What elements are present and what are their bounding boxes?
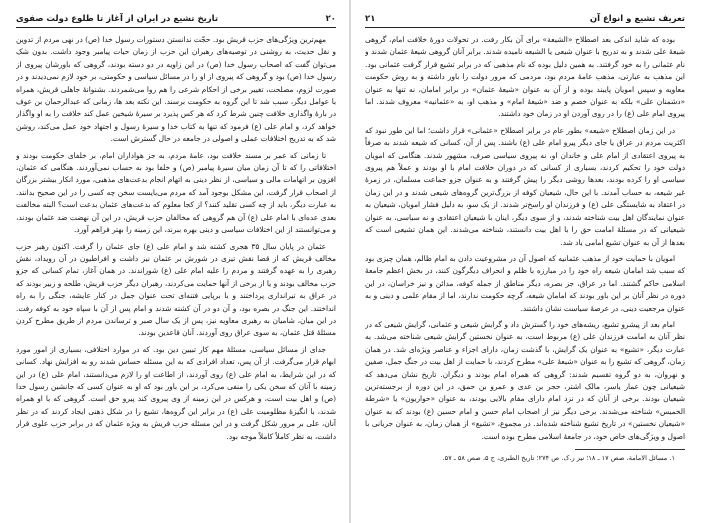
left-page-body (16, 34, 336, 517)
running-title: تعریف تشیع و انواع آن (589, 14, 685, 24)
right-page (365, 12, 685, 517)
header-rule (365, 27, 685, 28)
paragraph: بوده که شاید اندکی بعد اصطلاح «الشیعة» برای آن بکار رفت. در تحولات دورهٔ خلافت امام، گروهی شیعهٔ علی شدند و به تدریج با عنوان شیعی یا الشیعه نامیده شدند. برابر آنان گروهی شیعهٔ عثمان شدند و نام عثمانی را به خود گرفتند. به همین دلیل بوده که نام مذهبی که در برابر تشیع قرار گرفت عثمانی بود. این مذهب به عبارتی، مذهب عامهٔ مردم بود، مردمی که مرور دولت را باور داشته و به روش حکومت معاویه و سپس امویان پایبند بوده و از آن به عنوان «شیعهٔ عثمان» در برابر امامان، نه تنها به عنوان «دشمنان علی» بلکه به عنوان خصم و ضد «شیعهٔ امام» و مذهب او، به «عثمانیه» معروف شدند. اما پیروی امام علی (ع) را در روی آوردن او در زمان خود داشتند. (365, 35, 685, 119)
left-page-header (16, 12, 336, 26)
page-number: ۲۱ (365, 14, 376, 24)
right-page-body (365, 34, 685, 517)
paragraph: جدای از مسائل سیاسی، مسئلهٔ مهم کار تبیین دین بود. که در موارد اختلافی، بسیاری از امور مورد ابهام قرار می‌گرفت. از آن پس، تعداد افرادی که به این مسئله حساس شدند رو به افزایش نهاد. کسانی که در این شرایط، به امام علی (ع) روی آوردند، از اطاعت او را لازم می‌دانستند، امام علی (ع) در این زمینه با آنان که سخن یکی را منفی می‌کرد، بر این باور بود که او به عنوان کسی که جانشین رسول خدا (ص) و اهل بیت است، و هرکس در این زمینه از وی پیروی کند پیرو حق است. گروهی که با او همراه شدند، با انگیزهٔ مظلومیت علی (ع) در برابر این گروه‌ها، تشیع را در شکل ذهنی ایجاد کردند که در نظر آنان، علی بر مرور شکل گرفت و در این مسئله حزب قریش به ویژه عثمان که در برابر حزب علوی قرار داشت، به نظر کاملاً کاملاً موجه بود. (16, 344, 336, 441)
footnote: ۱. مسائل الامامة، صص ۱۷ ـ ۱۸؛ نیز ر.ک. ص ۲۷۴؛ تاریخ الطبری، ج ۵، صص ۵۸ ـ ۵۷. (442, 454, 675, 462)
running-title: تاریخ تشیع در ایران از آغاز تا طلوع دولت صفوی (16, 14, 219, 24)
paragraph: مهم‌ترین ویژگی‌های حزب قریش بود. حجّت ندانستن دستورات رسول خدا (ص) در نهی مردم از تدوین و نقل حدیث، به روشنی در توصیه‌های رهبران این حزب از زمان حیات پیامبر وجود داشت. بدون شک می‌توان گفت که اصحاب رسول خدا (ص) در این زاویه در دو دسته بودند، گروهی که باورشان پیروی از رسول خدا (ص) بود و گروهی که پیروی از او را در مسائل سیاسی و حکومتی، بر خود لازم نمی‌دیدند و در صورت لزوم، مصلحت، تغییر برخی از احکام شرعی را هم روا می‌شمردند. بشنوانهٔ جاهلی قریش، همراه با عوامل دیگر، سبب شد تا این گروه به حکومت برسند. این نکته بعد ها، زمانی که عبدالرحمان بن عوف در بارهٔ واگذاری خلافت چنین شرط کرد که هر کس پذیرد بر سیرهٔ شیخین عمل کند خلافت را به او واگذار خواهد کرد، و امام علی (ع) فرمود که تنها به کتاب خدا و سیرهٔ رسول و اجتهاد خود عمل می‌کند، روشن شد که به تدریج اختلافات عملی و اصولی در جامعه در حال گسترش است. (16, 35, 336, 144)
left-page (16, 12, 336, 517)
paragraph: امام بعد از پیشرو تشیع، ریشه‌های خود را گسترش داد و گرایش شیعی و عثمانی، گرایش شیعی که در نظر آنان به امامت فرزندان علی (ع) مربوط است، به عنوان نخستین گرایش شیعی شناخته می‌شد. به عبارت دیگر، «تشیع» به عنوان یک گرایش، با گذشت زمان، دارای اجزاء و عناصر ویژه‌ای شد. در همان زمان، گروهی که تشیع را به عنوان «شیعهٔ علی» مطرح کردند، با حمایت از اهل بیت در جنگ جمل، صفین و نهروان، به دو گروه تقسیم شدند: گروهی که همراه امام بودند و دیگران. تاریخ نشان می‌دهد که شیعیانی چون عمار یاسر، مالک اشتر، حجر بن عدی و عمرو بن حمق، در این دوره از برجسته‌ترین شیعیان بودند. برخی از آنان که در نزد امام دارای مقام بالایی بودند، به عنوان «حواریون» یا «شرطة الخمیس» شناخته می‌شدند. برخی دیگر نیز از اصحاب امام حسن و امام حسین (ع) بودند که به عنوان «شیعیان نخستین» در تاریخ تشیع شناخته شده‌اند. در مجموع، «تشیع» از همان زمان، به عنوان جریانی با اصول و ویژگی‌های خاص خود، در جامعهٔ اسلامی مطرح بوده است. (365, 319, 685, 441)
paragraph: تا زمانی که عمر بر مسند خلافت بود، عامهٔ مردم، به جز هواداران امام، بر خلفای حکومت بودند و اختلافاتی را که تا آن زمان میان سیرهٔ پیامبر (ص) و خلفا بود به حساب نمی‌آوردند. هنگامی که عثمان، افزون بر اتهامات مالی و سیاسی، از نظر دینی به اتهام انجام بدعت‌های مذهبی، مورد انکار بیشتر بزرگان از اصحاب قرار گرفت، این مشکل بوجود آمد که مردم می‌بایست سخن چه کسی را در این صحیح بدانند. به عبارت دیگر، باید از چه کسی تقلید کنند؟ از کجا معلوم که بدعت‌های عثمان بدعت است؟ البته مخالفت بعدی عده‌ای با امام علی (ع) آن هم گروهی که مخالفان حزب قریش، در این آن نهضت ضد عثمان بودند، و می‌توانستند از این اختلافات سیاسی و دینی بهره ببرند، این زمینه را بهتر فراهم آورد. (16, 150, 336, 235)
page-number: ۲۰ (325, 14, 336, 24)
paragraph: امویان با حمایت خود از مذهب عثمانیه که اصول آن در مشروعیت دادن به امام ظالم، همان چیزی بود که سبب شد امامان شیعه راه خود را در مبارزه با ظلم و انحراف دیگرگون کنند، در بخش اعظم جامعهٔ اسلامی حاکم گشتند. اما در عراق، جز بصره، دیگر مناطق از جمله کوفه، مدائن و نیز خراسان، در این دوره در نظر آنان بر این باور بودند که امامان شیعه، گرچه حکومت ندارند، اما از مقام علمی و دینی و به عنوان مرجعیت دینی، در عرصهٔ سیاست نشان داشتند. (365, 253, 685, 313)
paragraph: در این زمان اصطلاح «شیعه» بطور عام در برابر اصطلاح «عثمانی» قرار داشت؛ اما این طور نبود که اکثریت مردم در عراق یا جای دیگر پیرو امام علی (ع) باشند. پس از آن، کسانی که شیعه شدند به صرفاً به پیروی اعتقادی از امام علی و خاندان او، نه پیروی سیاسی صرف، مشهور شدند. هنگامی که امویان دولت خود را تحکیم کردند، بسیاری از کسانی که در دوران خلافت امام با او بودند و عملاً هم پیروی سیاسی او را کرده بودند، بعدها روشی دیگر را پیش گرفتند و به عنوان جزو جماعت مسلمان، در زمرهٔ غیر شیعه، به حساب آمدند. با این حال، شیعیان کوفه از بزرگ‌ترین گروه‌های شیعی شدند و در این زمان در اعتقاد به شایستگی علی (ع) و فرزندان او راسخ‌تر شدند. از یک سو، به دلیل فشار امویان، شیعیان به عنوان نمایندگان اهل بیت شناخته شدند، و از سوی دیگر، اینان با شیعیان اعتقادی و نه سیاسی، به عنوان شیعیانی که در مسئلهٔ امامت حق را با اهل بیت دانستند، شناخته می‌شدند. این همان تشیعی است که بعدها از آن به عنوان تشیع امامی یاد شد. (365, 125, 685, 247)
right-page-header (365, 12, 685, 26)
book-gutter (349, 0, 351, 523)
header-rule (16, 27, 336, 28)
paragraph: عثمان در پایان سال ۳۵ هجری کشته شد و امام علی (ع) جای عثمان را گرفت. اکنون رهبر حزب مخالف قریش که از قضا نقش تیزی در شورش بر عثمان نیز داشت و افراطیون در آن رویداد، نقش رهبری را به عهده گرفتند و مردم را علیه امام علی (ع) شوراندند. در همان آغاز، تمام کسانی که جزو حزب مخالف بودند و یا از برخی از آنها حمایت می‌کردند، رهبران دیگر حزب قریش، طلحه و زبیر بودند که در عراق به تیرانداری پرداختند و با برپایی فتنه‌ای تحت عنوان جمل در کنار عایشه، جنگی را به راه انداختند. این جنگ در بصره بود، و آن دو در آن کشته شدند و امام پس از آن با سپاه خود به کوفه رفت. در این میان، شامیان به رهبری معاویه نیز، پس از یک سال صبر و ترساندن مردم از طریق مطرح کردن مسئلهٔ قتل عثمان، به سوی عراق روی آوردند. آنان قاعدین بودند. (16, 241, 336, 338)
footnote-divider (575, 449, 685, 450)
